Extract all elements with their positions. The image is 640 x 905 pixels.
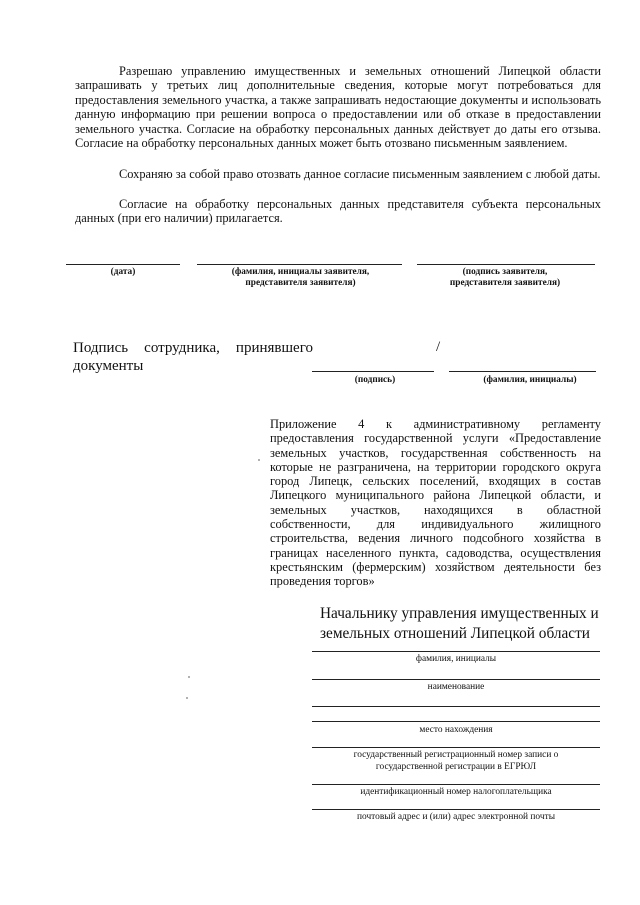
addressee-line-2: земельных отношений Липецкой области (320, 624, 590, 642)
appendix-reference: Приложение 4 к административному регламенту предоставления государственной услуги «Предоставление земельных участков, государственная собственность на которые не разграничена, на территории городского округа город Липецк, сельских поселений, входящих в состав Липецкого муниципального района Липецкой области, и земельных участков, находящихся в областной собственности, для индивидуального жилищного строительства, ведения личного подсобного хозяйства в границах населенного пункта, садоводства, осуществления крестьянским (фермерским) хозяйством деятельности без проведения торгов» (270, 417, 601, 589)
field-label-registration-2: государственной регистрации в ЕГРЮЛ (375, 762, 537, 772)
scan-speck (188, 676, 190, 678)
applicant-name-label: (фамилия, инициалы заявителя, представителя заявителя) (231, 267, 370, 288)
field-label-location: место нахождения (419, 725, 493, 735)
field-label-inn: идентификационный номер налогоплательщика (360, 787, 552, 797)
signature-line (417, 264, 595, 265)
slash-separator: / (436, 339, 441, 355)
field-line-address (312, 809, 600, 810)
addressee-line-1: Начальнику управления имущественных и (320, 605, 599, 622)
field-label-organization: наименование (427, 682, 485, 692)
field-line-location (312, 721, 600, 722)
employee-signature-line (312, 371, 434, 372)
consent-paragraph-1: Разрешаю управлению имущественных и земельных отношений Липецкой области запрашивать у третьих лиц дополнительные сведения, которые могут потребоваться для предоставления земельного участка, а также запрашивать недостающие документы и использовать данную информацию при решении вопроса о предоставлении или об отказе в предоставлении земельного участка. Согласие на обработку персональных данных действует до даты его отзыва. Согласие на обработку персональных данных может быть отозвано письменным заявлением. (75, 64, 601, 151)
date-label: (дата) (110, 267, 136, 277)
employee-name-line (449, 371, 596, 372)
field-line-organization (312, 679, 600, 680)
field-label-name: фамилия, инициалы (415, 654, 497, 664)
name-line (197, 264, 402, 265)
date-line (66, 264, 180, 265)
consent-paragraph-3: Согласие на обработку персональных данных представителя субъекта персональных данных (при его наличии) прилагается. (75, 197, 601, 226)
field-line-extra (312, 706, 600, 707)
scan-speck (258, 459, 260, 461)
field-line-inn (312, 784, 600, 785)
field-line-name (312, 651, 600, 652)
field-label-address: почтовый адрес и (или) адрес электронной почты (357, 812, 555, 822)
field-line-registration (312, 747, 600, 748)
employee-signature-label: (подпись) (354, 375, 396, 385)
employee-signature-text: Подпись сотрудника, принявшего документы (73, 340, 313, 374)
field-label-registration-1: государственный регистрационный номер записи о (353, 750, 559, 760)
addressee-heading (320, 604, 610, 643)
consent-paragraph-2: Сохраняю за собой право отозвать данное согласие письменным заявлением с любой даты. (119, 167, 601, 181)
employee-name-label: (фамилия, инициалы) (483, 375, 577, 385)
scan-speck (186, 697, 188, 699)
applicant-signature-label: (подпись заявителя, представителя заявителя) (449, 267, 561, 288)
